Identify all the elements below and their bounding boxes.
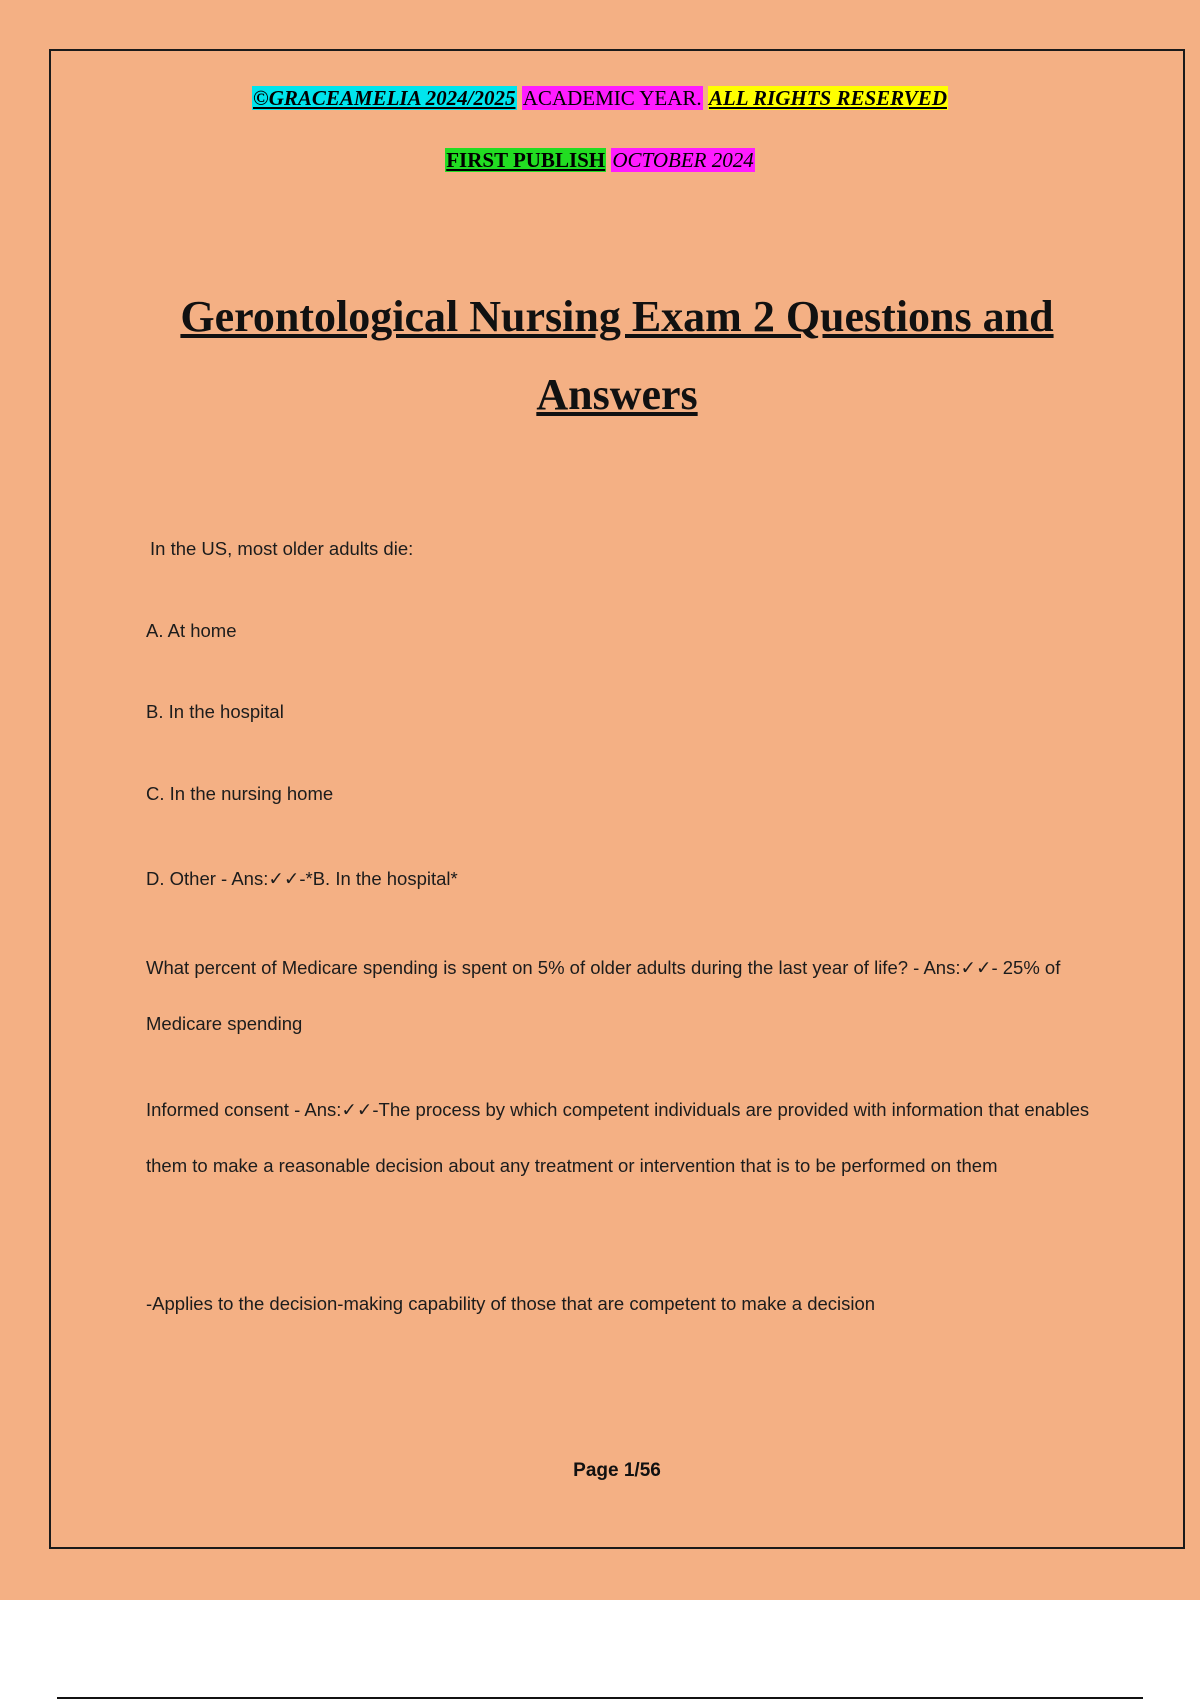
document-title: Gerontological Nursing Exam 2 Questions and Answers <box>180 292 1054 419</box>
header-line-publish <box>0 147 1200 173</box>
first-publish-label: FIRST PUBLISH <box>446 148 606 172</box>
header-line-copyright <box>0 85 1200 111</box>
question-3-note: -Applies to the decision-making capability of those that are competent to make a decision <box>146 1293 876 1314</box>
publish-date-label: OCTOBER 2024 <box>612 148 754 172</box>
question-1-option-b: B. In the hospital <box>146 701 284 722</box>
question-2-text: What percent of Medicare spending is spent on 5% of older adults during the last year of life? - Ans:✓✓- 25% of Medicare spending <box>146 957 1061 1034</box>
question-1-option-a: A. At home <box>146 620 237 641</box>
next-page-rule <box>57 1697 1143 1699</box>
question-1-text: In the US, most older adults die: <box>150 538 414 559</box>
question-1-option-c: C. In the nursing home <box>146 783 334 804</box>
question-1-option-d-answer: D. Other - Ans:✓✓-*B. In the hospital* <box>146 868 458 889</box>
rights-reserved-label: ALL RIGHTS RESERVED <box>708 86 947 110</box>
question-3-definition: Informed consent - Ans:✓✓-The process by which competent individuals are provided with information that enables them to make a reasonable decision about any treatment or intervention that is to be performed on them <box>146 1099 1090 1176</box>
copyright-badge: ©GRACEAMELIA 2024/2025 <box>253 86 516 110</box>
page-number: Page 1/56 <box>573 1460 661 1481</box>
academic-year-label: ACADEMIC YEAR. <box>522 86 702 110</box>
